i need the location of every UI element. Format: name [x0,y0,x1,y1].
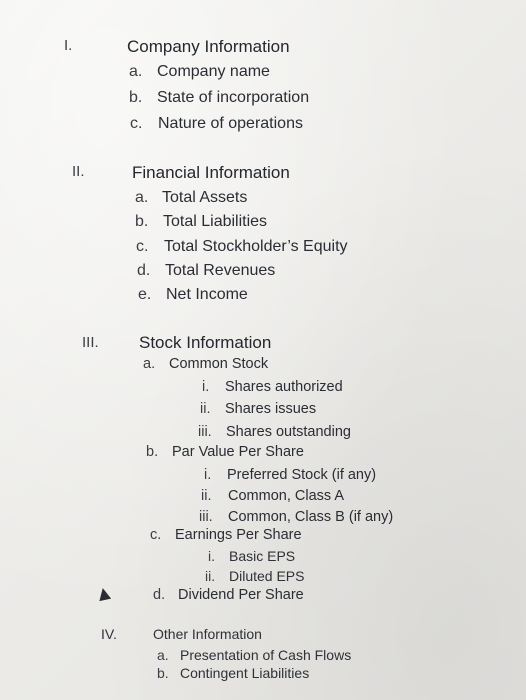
sub-item: Shares issues [225,401,317,417]
list-item: Contingent Liabilities [180,665,310,681]
list-item: Par Value Per Share [172,444,304,460]
list-item: Net Income [166,286,248,303]
section-4-numeral: IV. [101,626,117,642]
section-4-title: Other Information [153,626,262,642]
sub-item-label: iii. [199,509,213,525]
list-item-label: b. [146,444,159,460]
list-item-label: e. [138,286,152,303]
sub-item: Shares authorized [225,379,343,395]
list-item-label: a. [129,63,143,80]
sub-item-label: ii. [201,488,212,504]
list-item: Total Revenues [165,262,276,279]
sub-item-label: i. [208,548,215,564]
sub-item-label: ii. [205,568,216,584]
section-3-numeral: III. [82,334,99,351]
sub-item-label: iii. [198,424,212,440]
list-item-label: d. [137,262,151,279]
list-item-label: d. [153,587,166,603]
list-item: Common Stock [169,356,269,372]
sub-item-label: ii. [200,401,211,417]
sub-item-label: i. [202,379,210,395]
sub-item: Basic EPS [229,548,296,564]
list-item: Total Liabilities [163,213,268,230]
sub-item: Common, Class B (if any) [228,509,394,525]
section-2-title: Financial Information [132,163,290,182]
list-item-label: b. [129,89,143,106]
list-item: Presentation of Cash Flows [180,647,352,663]
section-3-title: Stock Information [139,333,272,352]
sub-item: Preferred Stock (if any) [227,467,377,483]
list-item-label: b. [157,665,169,681]
section-1-title: Company Information [127,37,290,56]
list-item: State of incorporation [157,89,310,106]
section-1-numeral: I. [64,37,73,54]
list-item: Total Assets [162,189,248,206]
section-2-numeral: II. [72,163,85,180]
list-item: Dividend Per Share [178,587,304,603]
list-item-label: c. [130,115,143,132]
list-item: Company name [157,63,270,80]
list-item: Earnings Per Share [175,527,302,543]
list-item: Total Stockholder’s Equity [164,238,348,255]
list-item-label: a. [143,356,156,372]
cursor-arrow-icon [97,587,111,601]
sub-item: Diluted EPS [229,568,305,584]
list-item-label: b. [135,213,149,230]
list-item-label: a. [157,647,169,663]
sub-item: Shares outstanding [226,424,351,440]
sub-item-label: i. [204,467,212,483]
sub-item: Common, Class A [228,488,345,504]
list-item: Nature of operations [158,115,303,132]
list-item-label: c. [150,527,162,543]
list-item-label: a. [135,189,149,206]
list-item-label: c. [136,238,149,255]
